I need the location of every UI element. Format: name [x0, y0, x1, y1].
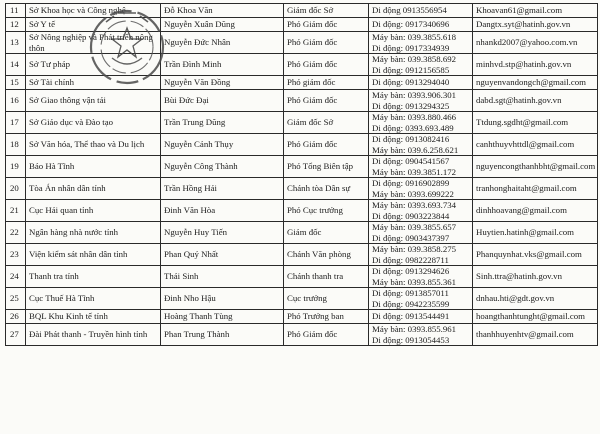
email-cell: Huytien.hatinh@gmail.com: [473, 222, 598, 244]
table-row: [6, 4, 598, 18]
position-cell: Phó Trưởng ban: [284, 310, 369, 324]
phone-number: Di động: 0913082416: [372, 134, 450, 145]
organization-cell: BQL Khu Kinh tế tỉnh: [26, 310, 161, 324]
email-cell: thanhhuyenhtv@gmail.com: [473, 324, 598, 346]
row-number: 24: [6, 266, 26, 288]
phone-cell: [369, 222, 473, 244]
organization-cell: Cục Hải quan tỉnh: [26, 200, 161, 222]
organization-cell: Đài Phát thanh - Truyền hình tỉnh: [26, 324, 161, 346]
contact-table: [5, 3, 598, 346]
email-cell: nguyenvandongch@gmail.com: [473, 76, 598, 90]
phone-cell: [369, 244, 473, 266]
email-cell: dinhhoavang@gmail.com: [473, 200, 598, 222]
email-cell: nhankd2007@yahoo.com.vn: [473, 32, 598, 54]
position-cell: Phó Giám đốc: [284, 324, 369, 346]
organization-cell: Thanh tra tỉnh: [26, 266, 161, 288]
email-cell: nguyencongthanhbht@gmail.com: [473, 156, 598, 178]
email-cell: canhthuyvhttdl@gmail.com: [473, 134, 598, 156]
organization-cell: Sở Văn hóa, Thể thao và Du lịch: [26, 134, 161, 156]
phone-cell: [369, 310, 473, 324]
phone-number: Di động: 0913054453: [372, 334, 450, 345]
table-row: [6, 310, 598, 324]
organization-cell: Sở Khoa học và Công nghệ: [26, 4, 161, 18]
email-cell: Khoavan61@gmail.com: [473, 4, 598, 18]
table-row: [6, 200, 598, 222]
organization-cell: Sở Y tế: [26, 18, 161, 32]
table-row: [6, 18, 598, 32]
phone-cell: [369, 76, 473, 90]
contact-table-body: [6, 4, 598, 346]
phone-number: Di động 0913556954: [372, 5, 447, 16]
row-number: 16: [6, 90, 26, 112]
organization-cell: Ngân hàng nhà nước tỉnh: [26, 222, 161, 244]
row-number: 18: [6, 134, 26, 156]
person-name-cell: Phan Trung Thành: [161, 324, 284, 346]
phone-number: Di động: 0904541567: [372, 156, 450, 167]
phone-cell: [369, 324, 473, 346]
phone-cell: [369, 54, 473, 76]
position-cell: Giám đốc Sở: [284, 112, 369, 134]
person-name-cell: Trần Trung Dũng: [161, 112, 284, 134]
phone-number: Di động: 0917334939: [372, 42, 450, 53]
person-name-cell: Phan Quý Nhất: [161, 244, 284, 266]
phone-cell: [369, 266, 473, 288]
table-row: [6, 32, 598, 54]
phone-number: Di động: 0913544491: [372, 311, 450, 322]
phone-number: Máy bàn: 0393.699222: [372, 188, 454, 199]
person-name-cell: Đinh Văn Hòa: [161, 200, 284, 222]
phone-number: Máy bàn: 0393.693.734: [372, 200, 457, 211]
position-cell: Chánh Văn phòng: [284, 244, 369, 266]
row-number: 12: [6, 18, 26, 32]
phone-cell: [369, 178, 473, 200]
position-cell: Cục trưởng: [284, 288, 369, 310]
phone-cell: [369, 18, 473, 32]
phone-cell: [369, 156, 473, 178]
organization-cell: Báo Hà Tĩnh: [26, 156, 161, 178]
position-cell: Phó Giám đốc: [284, 54, 369, 76]
person-name-cell: Đinh Nho Hậu: [161, 288, 284, 310]
organization-cell: Sở Tài chính: [26, 76, 161, 90]
position-cell: Phó Tổng Biên tập: [284, 156, 369, 178]
phone-cell: [369, 4, 473, 18]
organization-cell: Sở Nông nghiệp và Phát triển nông thôn: [26, 32, 161, 54]
row-number: 25: [6, 288, 26, 310]
table-row: [6, 178, 598, 200]
phone-number: Máy bàn: 0393.880.466: [372, 112, 457, 123]
phone-number: Máy bàn: 039.3851.172: [372, 166, 457, 177]
phone-number: Máy bàn: 0393.855.361: [372, 276, 457, 287]
row-number: 20: [6, 178, 26, 200]
position-cell: Giám đốc Sở: [284, 4, 369, 18]
organization-cell: Viện kiểm sát nhân dân tỉnh: [26, 244, 161, 266]
person-name-cell: Nguyễn Cảnh Thụy: [161, 134, 284, 156]
table-row: [6, 134, 598, 156]
position-cell: Chánh tòa Dân sự: [284, 178, 369, 200]
phone-cell: [369, 32, 473, 54]
email-cell: Ttdung.sgdht@gmail.com: [473, 112, 598, 134]
row-number: 19: [6, 156, 26, 178]
table-row: [6, 112, 598, 134]
phone-number: Máy bàn: 039.3858.692: [372, 54, 457, 65]
email-cell: dnhau.hti@gdt.gov.vn: [473, 288, 598, 310]
position-cell: Phó giám đốc: [284, 76, 369, 90]
row-number: 27: [6, 324, 26, 346]
phone-cell: [369, 288, 473, 310]
phone-number: Di động: 0913294040: [372, 77, 450, 88]
person-name-cell: Bùi Đức Đại: [161, 90, 284, 112]
email-cell: Phanquynhat.vks@gmail.com: [473, 244, 598, 266]
position-cell: Phó Cục trưởng: [284, 200, 369, 222]
row-number: 17: [6, 112, 26, 134]
row-number: 21: [6, 200, 26, 222]
phone-number: Máy bàn: 0393.906.301: [372, 90, 457, 101]
table-row: [6, 76, 598, 90]
person-name-cell: Trần Hồng Hải: [161, 178, 284, 200]
person-name-cell: Nguyễn Huy Tiến: [161, 222, 284, 244]
phone-number: Di động: 0917340696: [372, 19, 450, 30]
person-name-cell: Hoàng Thanh Tùng: [161, 310, 284, 324]
table-row: [6, 244, 598, 266]
person-name-cell: Nguyễn Đức Nhân: [161, 32, 284, 54]
organization-cell: Sở Giáo dục và Đào tạo: [26, 112, 161, 134]
person-name-cell: Trần Đình Minh: [161, 54, 284, 76]
row-number: 14: [6, 54, 26, 76]
row-number: 22: [6, 222, 26, 244]
table-row: [6, 324, 598, 346]
phone-number: Di động: 0903437397: [372, 232, 450, 243]
phone-cell: [369, 90, 473, 112]
phone-number: Máy bàn: 039.3855.657: [372, 222, 457, 233]
position-cell: Phó Giám đốc: [284, 134, 369, 156]
email-cell: tranhonghaitaht@gmail.com: [473, 178, 598, 200]
phone-number: Di động: 0982228711: [372, 254, 449, 265]
email-cell: minhvd.stp@hatinh.gov.vn: [473, 54, 598, 76]
phone-number: Di động: 0903223844: [372, 210, 450, 221]
phone-number: Di động: 0913294626: [372, 266, 450, 277]
email-cell: Sinh.ttra@hatinh.gov.vn: [473, 266, 598, 288]
person-name-cell: Nguyễn Xuân Dũng: [161, 18, 284, 32]
row-number: 13: [6, 32, 26, 54]
table-row: [6, 156, 598, 178]
person-name-cell: Nguyễn Công Thành: [161, 156, 284, 178]
organization-cell: Sở Tư pháp: [26, 54, 161, 76]
phone-number: Máy bàn: 039.6.258.621: [372, 144, 459, 155]
position-cell: Giám đốc: [284, 222, 369, 244]
table-row: [6, 288, 598, 310]
organization-cell: Tòa Án nhân dân tỉnh: [26, 178, 161, 200]
table-row: [6, 266, 598, 288]
table-row: [6, 222, 598, 244]
position-cell: Chánh thanh tra: [284, 266, 369, 288]
phone-number: Máy bàn: 039.3858.275: [372, 244, 457, 255]
phone-cell: [369, 134, 473, 156]
person-name-cell: Đỗ Khoa Văn: [161, 4, 284, 18]
position-cell: Phó Giám đốc: [284, 90, 369, 112]
row-number: 23: [6, 244, 26, 266]
organization-cell: Sở Giao thông vận tải: [26, 90, 161, 112]
table-row: [6, 54, 598, 76]
phone-cell: [369, 112, 473, 134]
email-cell: Dangtx.syt@hatinh.gov.vn: [473, 18, 598, 32]
organization-cell: Cục Thuế Hà Tĩnh: [26, 288, 161, 310]
email-cell: dabd.sgt@hatinh.gov.vn: [473, 90, 598, 112]
row-number: 15: [6, 76, 26, 90]
phone-number: Di động: 0916902899: [372, 178, 450, 189]
phone-number: Di động: 0913857011: [372, 288, 449, 299]
position-cell: Phó Giám đốc: [284, 18, 369, 32]
table-row: [6, 90, 598, 112]
phone-number: Di động: 0912156585: [372, 64, 450, 75]
phone-number: Di động: 0393.693.489: [372, 122, 454, 133]
phone-number: Di động: 0942235599: [372, 298, 450, 309]
phone-number: Máy bàn: 0393.855.961: [372, 324, 457, 335]
row-number: 26: [6, 310, 26, 324]
email-cell: hoangthanhtunght@gmail.com: [473, 310, 598, 324]
phone-cell: [369, 200, 473, 222]
phone-number: Di động: 0913294325: [372, 100, 450, 111]
person-name-cell: Nguyễn Văn Đồng: [161, 76, 284, 90]
phone-number: Máy bàn: 039.3855.618: [372, 32, 457, 43]
person-name-cell: Thái Sinh: [161, 266, 284, 288]
row-number: 11: [6, 4, 26, 18]
position-cell: Phó Giám đốc: [284, 32, 369, 54]
